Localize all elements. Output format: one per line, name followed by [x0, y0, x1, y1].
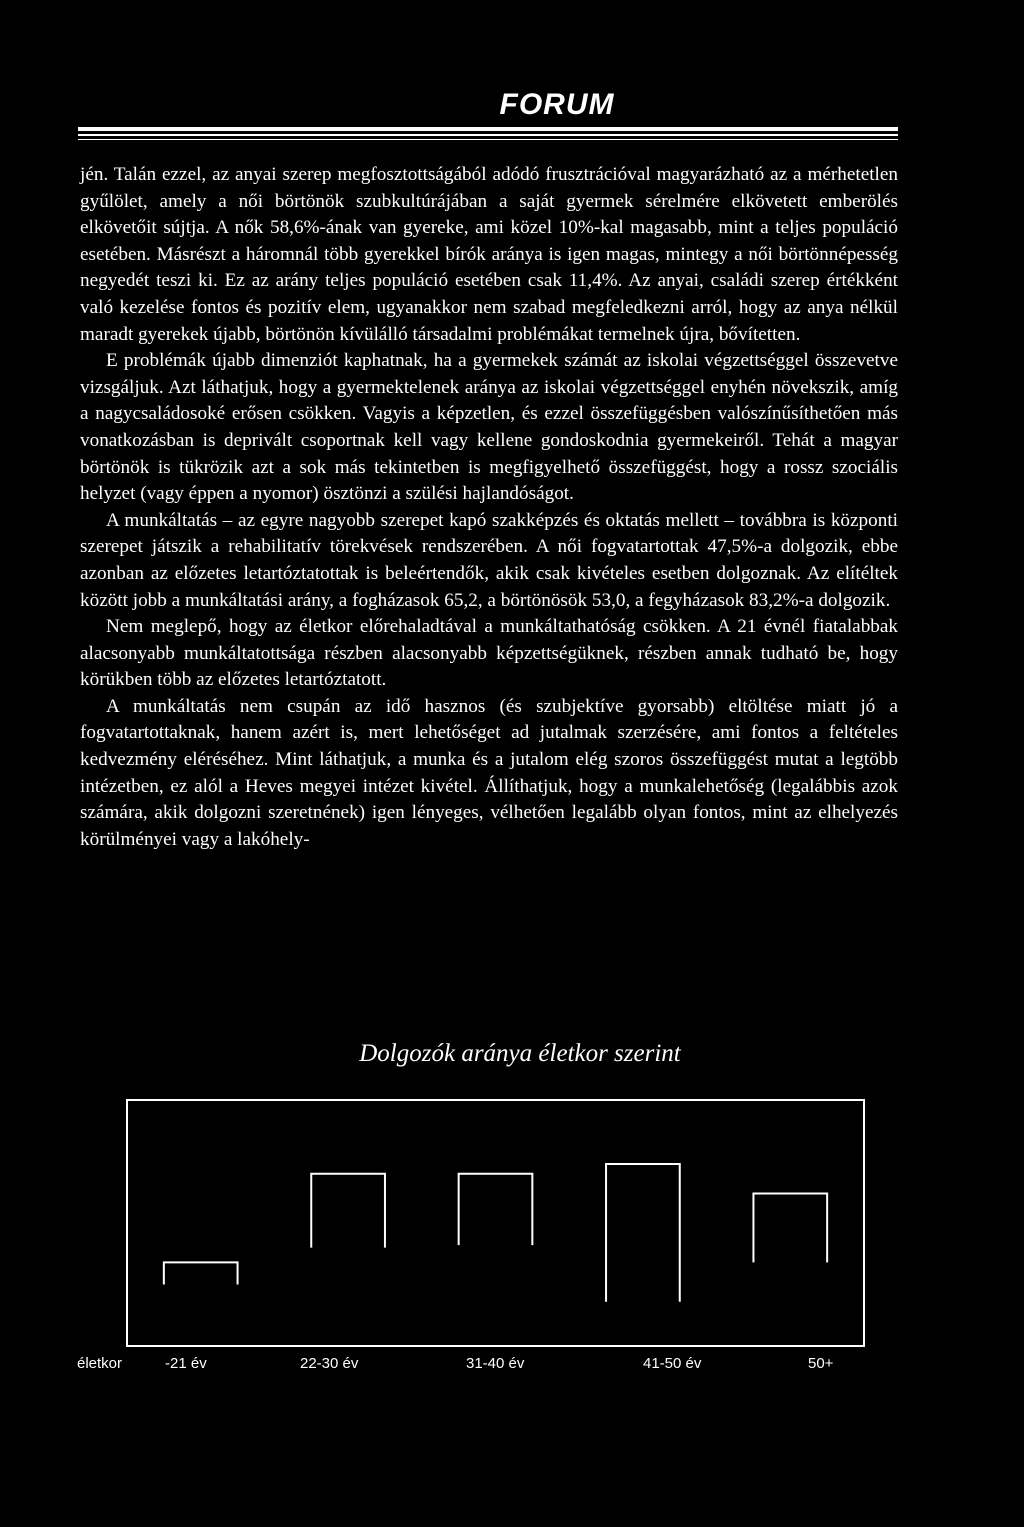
paragraph-4: Nem meglepő, hogy az életkor előrehaladtával a munkáltathatóság csökken. A 21 évnél fiatalabbak alacsonyabb munkáltatottsága részben alacsonyabb képzettségüknek, részben annak tudható be, hogy körükben több az előzetes letartóztatott.	[80, 616, 898, 691]
paragraph-1: jén. Talán ezzel, az anyai szerep megfosztottságából adódó frusztrációval magyarázható az a mérhetetlen gyűlölet, amely a női börtönök szubkultúrájában a saját gyermek sérelmére elkövetett emberölés elkövetőit sújtja. A nők 58,6%-ának van gyereke, ami közel 10%-kal magasabb, mint a teljes populáció esetében. Másrészt a háromnál több gyerekkel bírók aránya is igen magas, mintegy a női börtönnépesség negyedét teszi ki. Ez az arány teljes populáció esetében csak 11,4%. Az anyai, családi szerep értékként való kezelése fontos és pozitív elem, ugyanakkor nem szabad megfeledkezni arról, hogy az anya nélkül maradt gyerekek újabb, börtönön kívülálló társadalmi problémákat termelnek újra, bővítetten.	[80, 164, 898, 345]
tick-label-4: 41-50 év	[643, 1355, 702, 1372]
bar-1	[164, 1262, 238, 1284]
paragraph-5: A munkáltatás nem csupán az idő hasznos (és szubjektíve gyorsabb) eltöltése miatt jó a fogvatartottaknak, hanem azért is, mert lehetőséget ad jutalmak szerzésére, ami fontos a feltételes kedvezmény eléréséhez. Mint láthatjuk, a munka és a jutalom elég szoros összefüggést mutat a legtöbb intézetben, ez alól a Heves megyei intézet kivétel. Állíthatjuk, hogy a munkalehetőség (legalábbis azok számára, akik dolgozni szeretnének) igen lényeges, vélhetően legalább olyan fontos, mint az elhelyezés körülményei vagy a lakóhely-	[80, 695, 898, 850]
bar-5	[753, 1193, 827, 1262]
bar-4	[606, 1164, 680, 1302]
chart-area	[0, 1080, 1024, 1350]
paragraph-3: A munkáltatás – az egyre nagyobb szerepet kapó szakképzés és oktatás mellett – továbbra is központi szerepet játszik a rehabilitatív törekvések rendszerében. A női fogvatartottak 47,5%-a dolgozik, ebbe azonban az előzetes letartóztatottak is beleértendők, akik csak kivételes esetben dolgoznak. Az elítéltek között jobb a munkáltatási arány, a fogházasok 65,2, a börtönösök 53,0, a fegyházasok 83,2%-a dolgozik.	[80, 509, 898, 611]
paragraph-2: E problémák újabb dimenziót kaphatnak, ha a gyermekek számát az iskolai végzettséggel összevetve vizsgáljuk. Azt láthatjuk, hogy a gyermektelenek aránya az iskolai végzettséggel enyhén növekszik, amíg a nagycsaládosoké erősen csökken. Vagyis a képzetlen, és ezzel összefüggésben valószínűsíthetően más vonatkozásban is deprivált csoportnak kell vagy kellene gondoskodnia gyermekeiről. Tehát a magyar börtönök is tükrözik azt a sok más tekintetben is megfigyelhető összefüggést, hogy a rossz szociális helyzet (vagy éppen a nyomor) ösztönzi a szülési hajlandóságot.	[80, 350, 898, 505]
article-body	[80, 162, 898, 853]
tick-label-3: 31-40 év	[466, 1355, 525, 1372]
chart-title: Dolgozók aránya életkor szerint	[359, 1040, 681, 1067]
header-rule-hairline	[78, 139, 898, 140]
page-header-title: FORUM	[499, 88, 615, 121]
bar-2	[311, 1174, 385, 1248]
tick-label-5: 50+	[808, 1355, 834, 1372]
header-rule-thin	[78, 134, 898, 136]
tick-label-2: 22-30 év	[300, 1355, 359, 1372]
x-axis-title: életkor	[77, 1355, 123, 1372]
bar-3	[459, 1174, 533, 1245]
tick-label-1: -21 év	[165, 1355, 207, 1372]
header-rule-thick	[78, 127, 898, 131]
